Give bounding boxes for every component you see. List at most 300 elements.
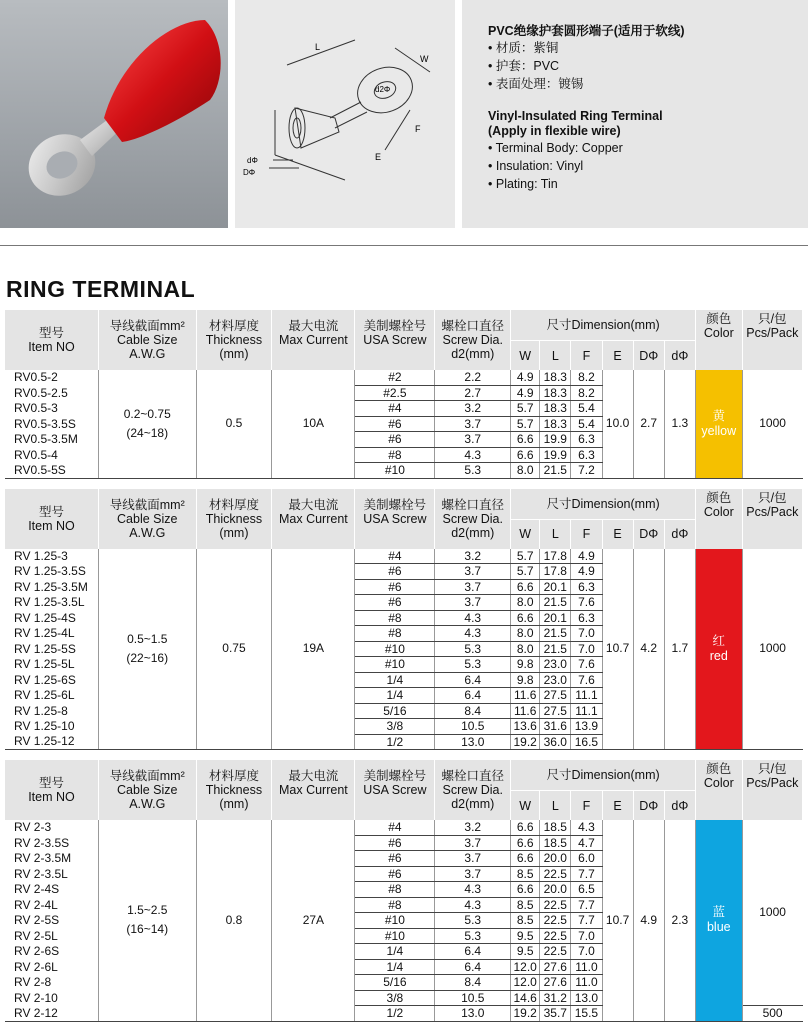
- dim-w: 12.0: [511, 975, 540, 991]
- dim-w: 8.5: [511, 866, 540, 882]
- dim-f: 6.3: [571, 432, 602, 448]
- dim-w: 14.6: [511, 990, 540, 1006]
- usa-screw: #6: [355, 416, 435, 432]
- label-d2: d2Φ: [375, 85, 391, 94]
- label-DPhi: DΦ: [243, 168, 256, 177]
- screw-dia: 5.3: [435, 463, 511, 479]
- screw-dia: 13.0: [435, 734, 511, 750]
- dim-dphi-big: 4.2: [633, 549, 664, 750]
- item-no: RV 1.25-10: [5, 719, 98, 735]
- usa-screw: #10: [355, 913, 435, 929]
- item-no: RV 1.25-4S: [5, 610, 98, 626]
- dim-w: 8.0: [511, 463, 540, 479]
- col-usa: 美制螺栓号 USA Screw: [355, 489, 435, 549]
- screw-dia: 5.3: [435, 928, 511, 944]
- item-no: RV 2-3.5L: [5, 866, 98, 882]
- usa-screw: #8: [355, 447, 435, 463]
- usa-screw: 1/4: [355, 688, 435, 704]
- dim-l: 17.8: [540, 564, 571, 580]
- dim-l: 22.5: [540, 866, 571, 882]
- usa-screw: #6: [355, 835, 435, 851]
- usa-screw: #4: [355, 549, 435, 564]
- dim-w: 6.6: [511, 820, 540, 835]
- usa-screw: 5/16: [355, 703, 435, 719]
- col-pack: 只/包 Pcs/Pack: [742, 310, 802, 370]
- dim-l: 20.1: [540, 579, 571, 595]
- dim-w: 6.6: [511, 882, 540, 898]
- usa-screw: #6: [355, 564, 435, 580]
- page-title: RING TERMINAL: [6, 276, 196, 302]
- col-thickness: 材料厚度 Thickness (mm): [196, 310, 272, 370]
- usa-screw: #10: [355, 641, 435, 657]
- dim-w: 5.7: [511, 416, 540, 432]
- screw-dia: 6.4: [435, 672, 511, 688]
- screw-dia: 5.3: [435, 641, 511, 657]
- dim-f: 4.3: [571, 820, 602, 835]
- col-color: 颜色 Color: [695, 760, 742, 820]
- col-color: 颜色 Color: [695, 489, 742, 549]
- dim-l: 31.6: [540, 719, 571, 735]
- screw-dia: 6.4: [435, 959, 511, 975]
- dim-w: 5.7: [511, 549, 540, 564]
- item-no: RV 1.25-3: [5, 549, 98, 564]
- dim-l: 17.8: [540, 549, 571, 564]
- dim-w: 8.0: [511, 641, 540, 657]
- col-e: E: [602, 341, 633, 371]
- dim-l: 22.5: [540, 897, 571, 913]
- label-f: F: [415, 124, 421, 134]
- dim-f: 7.0: [571, 641, 602, 657]
- dim-w: 9.8: [511, 657, 540, 673]
- screw-dia: 5.3: [435, 913, 511, 929]
- item-no: RV0.5-3: [5, 401, 98, 417]
- dim-w: 5.7: [511, 401, 540, 417]
- pcs-pack: 1000: [742, 549, 802, 750]
- usa-screw: #2: [355, 370, 435, 385]
- dim-w: 11.6: [511, 688, 540, 704]
- dim-l: 20.1: [540, 610, 571, 626]
- dim-l: 27.5: [540, 703, 571, 719]
- dim-f: 7.0: [571, 928, 602, 944]
- item-no: RV0.5-3.5S: [5, 416, 98, 432]
- col-dphi-small: dΦ: [664, 519, 695, 549]
- usa-screw: 5/16: [355, 975, 435, 991]
- pcs-pack-last: 500: [742, 1006, 802, 1022]
- item-no: RV 1.25-8: [5, 703, 98, 719]
- item-no: RV0.5-3.5M: [5, 432, 98, 448]
- col-dimension: 尺寸Dimension(mm): [511, 760, 696, 791]
- usa-screw: #2.5: [355, 385, 435, 401]
- col-l: L: [540, 791, 571, 821]
- table-row: [5, 549, 803, 564]
- dim-f: 7.2: [571, 463, 602, 479]
- screw-dia: 2.7: [435, 385, 511, 401]
- dim-f: 6.3: [571, 579, 602, 595]
- col-usa: 美制螺栓号 USA Screw: [355, 310, 435, 370]
- dim-l: 21.5: [540, 595, 571, 611]
- col-e: E: [602, 519, 633, 549]
- zh-spec-1: • 材质：紫铜: [488, 41, 559, 55]
- dim-w: 4.9: [511, 370, 540, 385]
- en-spec-1: • Terminal Body: Copper: [488, 141, 623, 155]
- dim-w: 13.6: [511, 719, 540, 735]
- col-screw: 螺栓口直径 Screw Dia. d2(mm): [435, 489, 511, 549]
- table-row: [5, 370, 803, 385]
- screw-dia: 3.7: [435, 835, 511, 851]
- item-no: RV 1.25-4L: [5, 626, 98, 642]
- dim-f: 7.7: [571, 897, 602, 913]
- ring-terminal-illustration: [0, 0, 228, 228]
- color-swatch: [695, 370, 742, 478]
- dim-f: 7.6: [571, 657, 602, 673]
- dim-l: 36.0: [540, 734, 571, 750]
- item-no: RV 2-12: [5, 1006, 98, 1022]
- dim-l: 19.9: [540, 432, 571, 448]
- dim-l: 18.3: [540, 401, 571, 417]
- item-no: RV 1.25-3.5L: [5, 595, 98, 611]
- screw-dia: 4.3: [435, 610, 511, 626]
- spec-tables: [5, 310, 803, 1032]
- dim-w: 6.6: [511, 851, 540, 867]
- dim-f: 8.2: [571, 370, 602, 385]
- dim-f: 13.0: [571, 990, 602, 1006]
- dim-l: 27.5: [540, 688, 571, 704]
- item-no: RV 1.25-5L: [5, 657, 98, 673]
- dim-f: 11.0: [571, 959, 602, 975]
- en-title-1: Vinyl-Insulated Ring Terminal: [488, 109, 663, 123]
- usa-screw: #8: [355, 897, 435, 913]
- zh-spec-2: • 护套：PVC: [488, 59, 560, 73]
- dim-w: 6.6: [511, 447, 540, 463]
- item-no: RV 2-10: [5, 990, 98, 1006]
- en-spec-3: • Plating: Tin: [488, 177, 558, 191]
- usa-screw: #8: [355, 610, 435, 626]
- dim-w: 8.5: [511, 913, 540, 929]
- max-current: 19A: [272, 549, 355, 750]
- screw-dia: 4.3: [435, 447, 511, 463]
- spec-table: [5, 760, 803, 1022]
- dim-l: 21.5: [540, 641, 571, 657]
- screw-dia: 4.3: [435, 626, 511, 642]
- dim-e: 10.0: [602, 370, 633, 478]
- usa-screw: 1/2: [355, 734, 435, 750]
- dim-w: 9.5: [511, 928, 540, 944]
- cable-size: 1.5~2.5 (16~14): [98, 820, 196, 1021]
- screw-dia: 3.2: [435, 820, 511, 835]
- dim-w: 5.7: [511, 564, 540, 580]
- screw-dia: 3.7: [435, 595, 511, 611]
- dim-l: 19.9: [540, 447, 571, 463]
- dim-l: 23.0: [540, 657, 571, 673]
- col-item: 型号 Item NO: [5, 310, 98, 370]
- usa-screw: #6: [355, 866, 435, 882]
- screw-dia: 5.3: [435, 657, 511, 673]
- cable-size: 0.5~1.5 (22~16): [98, 549, 196, 750]
- table-row: [5, 820, 803, 835]
- col-color: 颜色 Color: [695, 310, 742, 370]
- usa-screw: #10: [355, 657, 435, 673]
- dim-l: 23.0: [540, 672, 571, 688]
- color-zh: 红: [712, 633, 726, 648]
- item-no: RV 2-3: [5, 820, 98, 835]
- dimension-diagram: [235, 0, 455, 228]
- dim-l: 18.3: [540, 370, 571, 385]
- dim-w: 19.2: [511, 1006, 540, 1022]
- dim-f: 16.5: [571, 734, 602, 750]
- screw-dia: 3.7: [435, 416, 511, 432]
- item-no: RV 1.25-12: [5, 734, 98, 750]
- col-e: E: [602, 791, 633, 821]
- dim-f: 11.1: [571, 703, 602, 719]
- dim-dphi-big: 2.7: [633, 370, 664, 478]
- max-current: 10A: [272, 370, 355, 478]
- item-no: RV 2-3.5S: [5, 835, 98, 851]
- header-section: [0, 0, 808, 230]
- zh-title: PVC绝缘护套圆形端子(适用于软线): [488, 24, 685, 38]
- dim-f: 5.4: [571, 401, 602, 417]
- col-dphi-small: dΦ: [664, 341, 695, 371]
- dim-w: 6.6: [511, 432, 540, 448]
- dim-f: 5.4: [571, 416, 602, 432]
- item-no: RV 2-6L: [5, 959, 98, 975]
- dimension-drawing: [235, 0, 455, 228]
- color-en: red: [709, 648, 728, 663]
- col-dimension: 尺寸Dimension(mm): [511, 310, 696, 341]
- thickness: 0.5: [196, 370, 272, 478]
- screw-dia: 4.3: [435, 897, 511, 913]
- col-pack: 只/包 Pcs/Pack: [742, 760, 802, 820]
- dim-f: 11.0: [571, 975, 602, 991]
- dim-f: 7.7: [571, 866, 602, 882]
- col-cable: 导线截面mm² Cable Size A.W.G: [98, 310, 196, 370]
- item-no: RV 2-5L: [5, 928, 98, 944]
- screw-dia: 3.7: [435, 579, 511, 595]
- en-spec-2: • Insulation: Vinyl: [488, 159, 584, 173]
- dim-e: 10.7: [602, 549, 633, 750]
- dim-f: 13.9: [571, 719, 602, 735]
- screw-dia: 4.3: [435, 882, 511, 898]
- dim-l: 22.5: [540, 928, 571, 944]
- thickness: 0.75: [196, 549, 272, 750]
- dim-f: 4.9: [571, 564, 602, 580]
- item-no: RV0.5-4: [5, 447, 98, 463]
- screw-dia: 3.2: [435, 549, 511, 564]
- dim-l: 22.5: [540, 944, 571, 960]
- color-swatch: [695, 820, 742, 1021]
- screw-dia: 2.2: [435, 370, 511, 385]
- usa-screw: #10: [355, 463, 435, 479]
- dim-w: 4.9: [511, 385, 540, 401]
- dim-w: 19.2: [511, 734, 540, 750]
- item-no: RV 1.25-6S: [5, 672, 98, 688]
- item-no: RV 2-4S: [5, 882, 98, 898]
- item-no: RV 1.25-3.5M: [5, 579, 98, 595]
- dim-l: 18.3: [540, 416, 571, 432]
- col-f: F: [571, 341, 602, 371]
- col-w: W: [511, 341, 540, 371]
- usa-screw: #8: [355, 626, 435, 642]
- thickness: 0.8: [196, 820, 272, 1021]
- item-no: RV0.5-5S: [5, 463, 98, 479]
- usa-screw: 3/8: [355, 719, 435, 735]
- dim-l: 22.5: [540, 913, 571, 929]
- col-l: L: [540, 341, 571, 371]
- col-w: W: [511, 519, 540, 549]
- dim-w: 11.6: [511, 703, 540, 719]
- dim-l: 18.5: [540, 820, 571, 835]
- color-en: blue: [706, 920, 731, 935]
- usa-screw: 1/4: [355, 959, 435, 975]
- col-f: F: [571, 519, 602, 549]
- dim-w: 6.6: [511, 579, 540, 595]
- divider: [0, 245, 808, 246]
- label-l: L: [315, 42, 321, 52]
- dim-f: 4.9: [571, 549, 602, 564]
- col-l: L: [540, 519, 571, 549]
- screw-dia: 6.4: [435, 944, 511, 960]
- pcs-pack: 1000: [742, 370, 802, 478]
- dim-w: 12.0: [511, 959, 540, 975]
- usa-screw: #4: [355, 820, 435, 835]
- screw-dia: 3.7: [435, 866, 511, 882]
- dim-f: 6.3: [571, 610, 602, 626]
- dim-l: 18.3: [540, 385, 571, 401]
- usa-screw: #6: [355, 579, 435, 595]
- color-zh: 蓝: [712, 905, 726, 920]
- col-screw: 螺栓口直径 Screw Dia. d2(mm): [435, 760, 511, 820]
- en-title-2: (Apply in flexible wire): [488, 124, 621, 138]
- col-dimension: 尺寸Dimension(mm): [511, 489, 696, 520]
- col-dphi-big: DΦ: [633, 791, 664, 821]
- screw-dia: 8.4: [435, 975, 511, 991]
- spec-table: [5, 310, 803, 479]
- dim-l: 27.6: [540, 975, 571, 991]
- screw-dia: 3.7: [435, 564, 511, 580]
- dim-l: 21.5: [540, 463, 571, 479]
- col-item: 型号 Item NO: [5, 760, 98, 820]
- dim-l: 31.2: [540, 990, 571, 1006]
- screw-dia: 3.7: [435, 432, 511, 448]
- label-dphi: dΦ: [247, 156, 258, 165]
- col-screw: 螺栓口直径 Screw Dia. d2(mm): [435, 310, 511, 370]
- dim-dphi-big: 4.9: [633, 820, 664, 1021]
- usa-screw: #6: [355, 432, 435, 448]
- color-en: yellow: [701, 423, 737, 438]
- usa-screw: #6: [355, 851, 435, 867]
- usa-screw: 1/4: [355, 944, 435, 960]
- spec-table: [5, 489, 803, 751]
- col-dphi-small: dΦ: [664, 791, 695, 821]
- col-current: 最大电流 Max Current: [272, 310, 355, 370]
- dim-l: 35.7: [540, 1006, 571, 1022]
- spec-panel: [462, 0, 808, 228]
- dim-f: 7.0: [571, 626, 602, 642]
- item-no: RV 1.25-6L: [5, 688, 98, 704]
- screw-dia: 3.7: [435, 851, 511, 867]
- dim-w: 6.6: [511, 835, 540, 851]
- dim-f: 8.2: [571, 385, 602, 401]
- dim-l: 18.5: [540, 835, 571, 851]
- usa-screw: #4: [355, 401, 435, 417]
- dim-e: 10.7: [602, 820, 633, 1021]
- col-current: 最大电流 Max Current: [272, 489, 355, 549]
- item-no: RV 2-6S: [5, 944, 98, 960]
- item-no: RV 1.25-5S: [5, 641, 98, 657]
- usa-screw: #8: [355, 882, 435, 898]
- dim-w: 6.6: [511, 610, 540, 626]
- dim-w: 9.8: [511, 672, 540, 688]
- usa-screw: #10: [355, 928, 435, 944]
- col-w: W: [511, 791, 540, 821]
- col-thickness: 材料厚度 Thickness (mm): [196, 760, 272, 820]
- dim-f: 4.7: [571, 835, 602, 851]
- col-thickness: 材料厚度 Thickness (mm): [196, 489, 272, 549]
- color-zh: 黄: [712, 408, 726, 423]
- dim-f: 11.1: [571, 688, 602, 704]
- pcs-pack: 1000: [759, 905, 786, 919]
- dim-w: 8.0: [511, 626, 540, 642]
- item-no: RV 1.25-3.5S: [5, 564, 98, 580]
- screw-dia: 6.4: [435, 688, 511, 704]
- dim-f: 6.3: [571, 447, 602, 463]
- product-photo: [0, 0, 228, 228]
- usa-screw: 1/2: [355, 1006, 435, 1022]
- dim-l: 21.5: [540, 626, 571, 642]
- usa-screw: #6: [355, 595, 435, 611]
- screw-dia: 10.5: [435, 990, 511, 1006]
- color-swatch: [695, 549, 742, 750]
- usa-screw: 1/4: [355, 672, 435, 688]
- dim-f: 7.6: [571, 672, 602, 688]
- max-current: 27A: [272, 820, 355, 1021]
- item-no: RV 2-5S: [5, 913, 98, 929]
- item-no: RV 2-8: [5, 975, 98, 991]
- dim-l: 20.0: [540, 851, 571, 867]
- dim-dphi-small: 2.3: [664, 820, 695, 1021]
- dim-w: 9.5: [511, 944, 540, 960]
- label-e: E: [375, 152, 382, 162]
- dim-w: 8.0: [511, 595, 540, 611]
- screw-dia: 3.2: [435, 401, 511, 417]
- screw-dia: 8.4: [435, 703, 511, 719]
- dim-f: 6.0: [571, 851, 602, 867]
- screw-dia: 10.5: [435, 719, 511, 735]
- col-pack: 只/包 Pcs/Pack: [742, 489, 802, 549]
- dim-l: 27.6: [540, 959, 571, 975]
- dim-f: 7.0: [571, 944, 602, 960]
- dim-l: 20.0: [540, 882, 571, 898]
- col-dphi-big: DΦ: [633, 341, 664, 371]
- item-no: RV 2-3.5M: [5, 851, 98, 867]
- dim-f: 7.7: [571, 913, 602, 929]
- col-item: 型号 Item NO: [5, 489, 98, 549]
- label-w: W: [420, 54, 429, 64]
- dim-f: 15.5: [571, 1006, 602, 1022]
- item-no: RV0.5-2.5: [5, 385, 98, 401]
- col-dphi-big: DΦ: [633, 519, 664, 549]
- col-current: 最大电流 Max Current: [272, 760, 355, 820]
- dim-dphi-small: 1.3: [664, 370, 695, 478]
- dim-w: 8.5: [511, 897, 540, 913]
- zh-spec-3: • 表面处理：镀锡: [488, 77, 584, 91]
- item-no: RV 2-4L: [5, 897, 98, 913]
- cable-size: 0.2~0.75 (24~18): [98, 370, 196, 478]
- dim-f: 7.6: [571, 595, 602, 611]
- col-cable: 导线截面mm² Cable Size A.W.G: [98, 760, 196, 820]
- col-usa: 美制螺栓号 USA Screw: [355, 760, 435, 820]
- usa-screw: 3/8: [355, 990, 435, 1006]
- col-cable: 导线截面mm² Cable Size A.W.G: [98, 489, 196, 549]
